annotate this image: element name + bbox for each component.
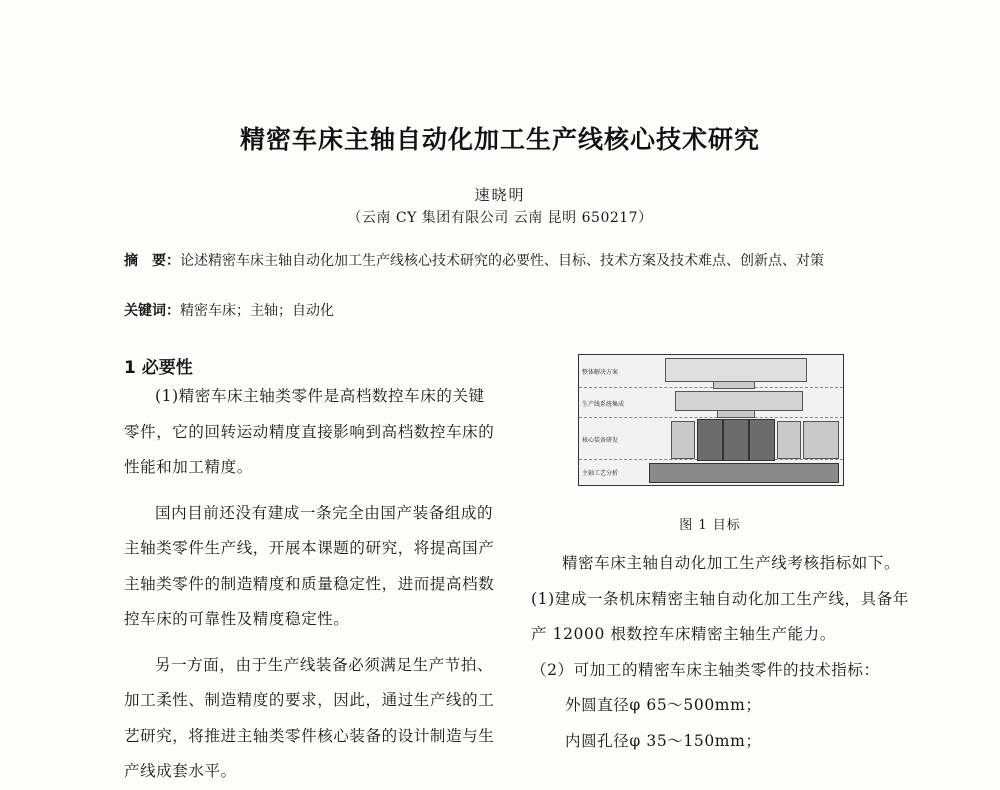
figure-equipment-box <box>803 421 839 459</box>
author-name: 速晓明 <box>474 186 526 204</box>
figure-goal-box <box>665 358 807 382</box>
figure-arrow <box>713 381 755 389</box>
paragraph: (1)精密车床主轴类零件是高档数控车床的关键零件，它的回转运动精度直接影响到高档数控车床的性能和加工精度。 <box>124 387 495 476</box>
paragraph: （2）可加工的精密车床主轴类零件的技术指标： <box>531 660 880 679</box>
figure-row-label: 生产线系统集成 <box>582 401 625 408</box>
abstract <box>124 250 914 272</box>
figure-arrow <box>717 410 755 418</box>
right-column <box>531 546 917 759</box>
paper-title: 精密车床主轴自动化加工生产线核心技术研究 <box>239 125 760 154</box>
figure-row-label: 整体解决方案 <box>582 369 619 376</box>
figure-equipment-box <box>671 421 695 459</box>
spec-line: 内圆孔径φ 35～150mm； <box>565 731 762 750</box>
figure-divider <box>579 417 843 418</box>
figure-equipment-box <box>749 419 775 461</box>
paragraph: 精密车床主轴自动化加工生产线考核指标如下。(1)建成一条机床精密主轴自动化加工生产线，具备年产 12000 根数控车床精密主轴生产能力。 <box>531 554 909 643</box>
figure-equipment-box <box>723 419 749 461</box>
spec-line: 外圆直径φ 65～500mm； <box>565 696 762 714</box>
figure-row-label: 核心装备研发 <box>582 437 619 444</box>
figure-caption: 图 1 目标 <box>679 518 741 533</box>
keywords-label: 关键词： <box>124 303 180 319</box>
figure-process-bar <box>649 463 839 483</box>
abstract-text: 论述精密车床主轴自动化加工生产线核心技术研究的必要性、目标、技术方案及技术难点、创新点、对策 <box>180 253 824 269</box>
figure-divider <box>579 387 843 388</box>
left-column <box>124 379 498 790</box>
figure-integration-box <box>675 391 803 411</box>
section-heading: 1 必要性 <box>124 358 193 378</box>
figure-1 <box>578 354 844 486</box>
abstract-label: 摘 要： <box>124 253 180 269</box>
paragraph: 另一方面，由于生产线装备必须满足生产节拍、加工柔性、制造精度的要求，因此，通过生产线的工艺研究，将推进主轴类零件核心装备的设计制造与生产线成套水平。 <box>124 655 495 780</box>
figure-equipment-box <box>777 421 801 459</box>
paragraph: 国内目前还没有建成一条完全由国产装备组成的主轴类零件生产线，开展本课题的研究，将提高国产主轴类零件的制造精度和质量稳定性，进而提高档数控车床的可靠性及精度稳定性。 <box>124 503 495 628</box>
keywords <box>124 300 914 322</box>
affiliation: （云南 CY 集团有限公司 云南 昆明 650217） <box>347 210 653 226</box>
keywords-text: 精密车床；主轴；自动化 <box>180 303 334 319</box>
figure-equipment-box <box>697 419 723 461</box>
figure-row-label: 主轴工艺分析 <box>582 470 619 477</box>
